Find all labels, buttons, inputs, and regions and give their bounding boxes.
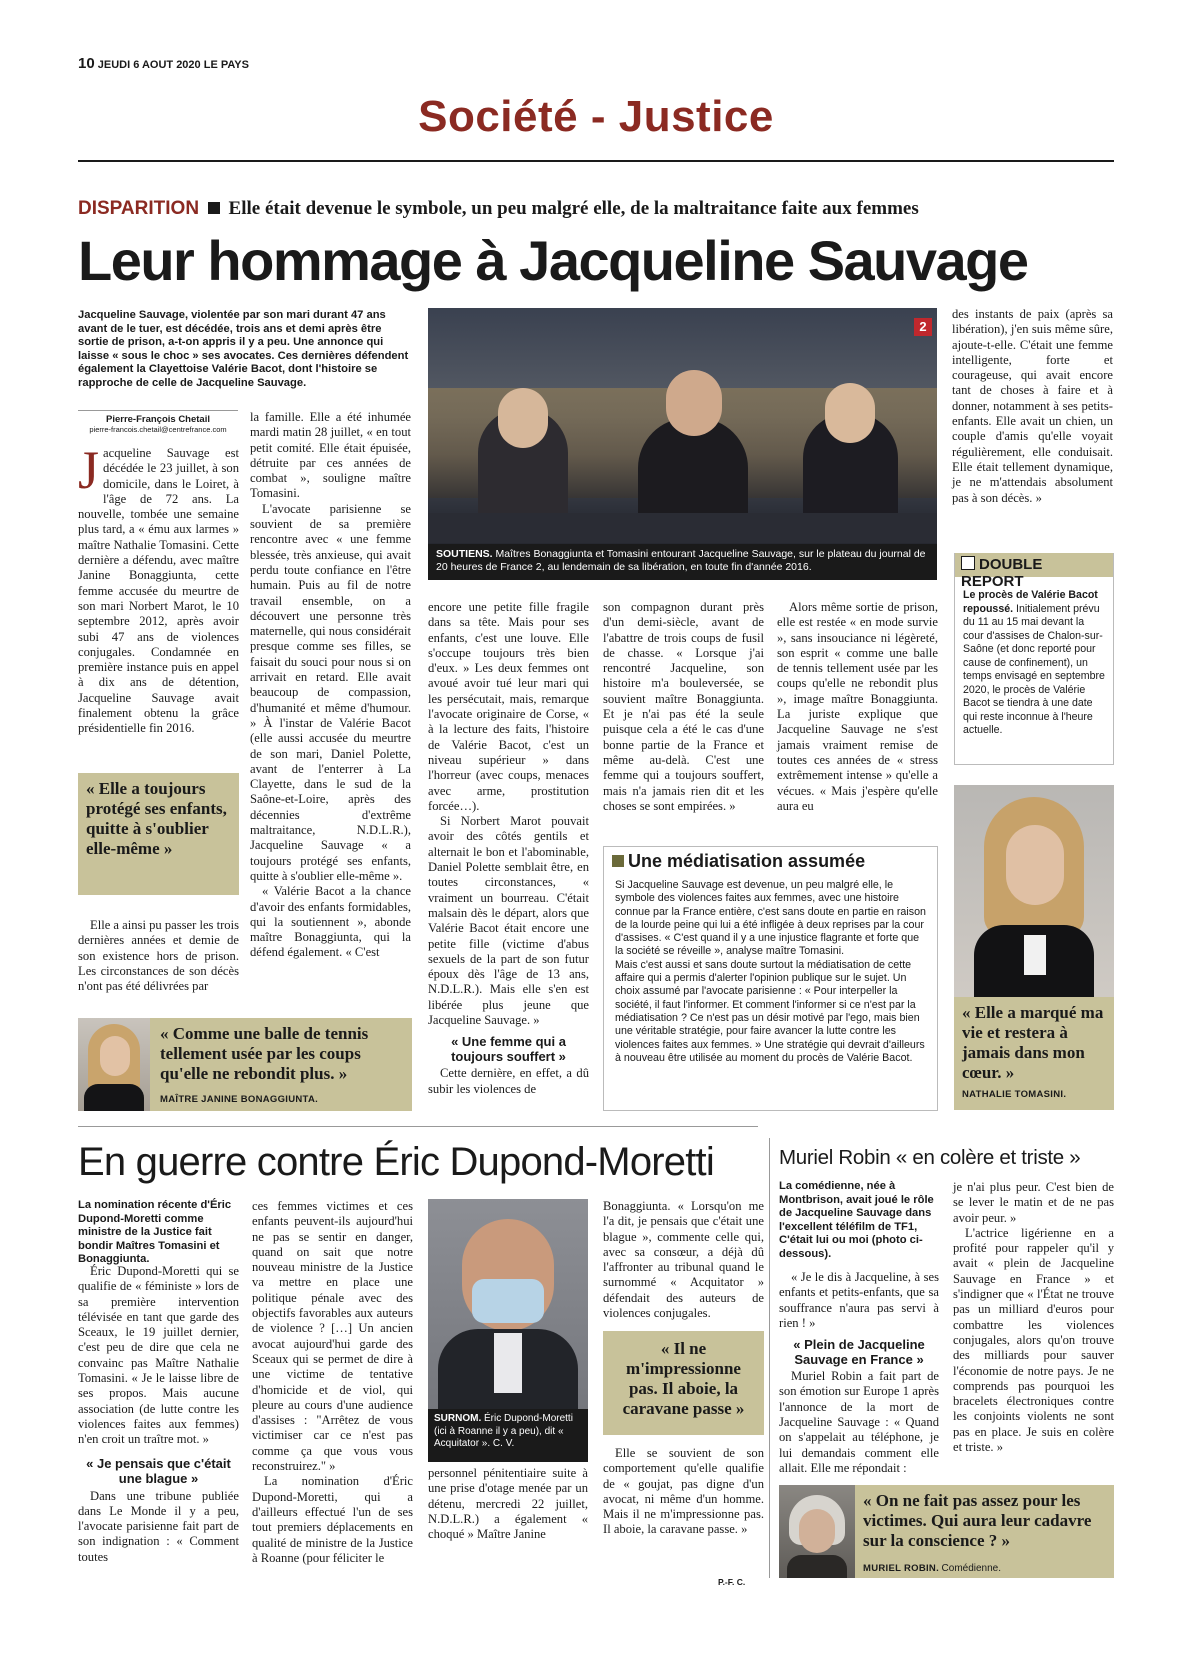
report-box-title-text: DOUBLE REPORT: [961, 556, 1043, 590]
main-col1-p1: acqueline Sauvage est décédée le 23 juillet, à son domicile, dans le Loiret, à l'âge de 72 ans. La nouvelle, tombée une semaine plus tard, a « ému aux larmes » maître Nathalie Tomasini. Cette dernière a défendu, avec maître Janine Bonaggiunta, cette femme accusée du meurtre de son mari Norbert Marot, le 10 septembre 2012, après avoir subi 47 ans de violences conjugales. Condamnée en première instance puis en appel à dix ans de détention, Jacqueline Sauvage avait finalement obtenu la grâce présidentielle fin 2016.: [78, 446, 239, 736]
folio-paper: LE PAYS: [203, 59, 249, 71]
report-box: [954, 553, 1114, 765]
photo-tomasini: [954, 785, 1114, 997]
section-title: Société - Justice: [418, 92, 774, 141]
subhead: Elle était devenue le symbole, un peu malgré elle, de la maltraitance faite aux femmes: [228, 198, 919, 219]
dupond-shirt: [494, 1333, 522, 1393]
media-box-p1: Si Jacqueline Sauvage est devenue, un peu malgré elle, le symbole des violences faites aux femmes, avec une histoire connue par la France entière, c'est sans doute en partie en raison de la lourde peine qui lui a été infligée à deux reprises par la cour d'assises. « C'est quand il y a une injustice flagrante et forte que la société se réveille », analyse maître Tomasini.: [615, 879, 926, 958]
photo-dupond-caption-label: SURNOM.: [434, 1413, 482, 1424]
robin-quote-box: [779, 1485, 1114, 1578]
dupond-col4-p2: Elle se souvient de son comportement qu'elle qualifie de « goujat, pas digne d'un avocat, ni même d'un homme. Mais il ne m'impressionne pas. Il aboie, la caravane passe. »: [603, 1446, 764, 1537]
quote-3-signature: NATHALIE TOMASINI.: [962, 1089, 1067, 1100]
photo-robin: [779, 1485, 855, 1578]
tomasini-jabot: [1024, 935, 1046, 975]
folio-date: JEUDI 6 AOUT 2020: [97, 59, 201, 71]
robin-col2-p1: je n'ai plus peur. C'est bien de se lever le matin et de ne pas avoir peur. »: [953, 1180, 1114, 1225]
robin-col1: [779, 1270, 939, 1476]
quote-box-3: [954, 997, 1114, 1110]
photo-desk: [428, 513, 937, 543]
report-box-body: [963, 589, 1107, 738]
headline: Leur hommage à Jacqueline Sauvage: [78, 229, 1028, 292]
kicker: DISPARITION: [78, 198, 200, 219]
robin-face: [799, 1509, 835, 1553]
robin-col1-p2: Muriel Robin a fait part de son émotion sur Europe 1 après l'annonce de la mort de Jacqueline Sauvage : « Quand on s'appelait au téléphone, je lui demandais comment elle allait. Elle me répondait :: [779, 1369, 939, 1475]
photo-soutiens: [428, 308, 937, 580]
photo-soutiens-caption-text: Maîtres Bonaggiunta et Tomasini entourant Jacqueline Sauvage, sur le plateau du journal de 20 heures de France 2, au lendemain de sa libération, en toute fin d'année 2016.: [436, 548, 926, 573]
dupond-col1-p2: Dans une tribune publiée dans Le Monde il y a peu, l'avocate parisienne fait part de son indignation : « Comment toutes: [78, 1488, 239, 1564]
kicker-square: [208, 202, 220, 214]
main-col1-top: [78, 440, 239, 737]
main-col3: [428, 600, 589, 1097]
lead: Jacqueline Sauvage, violentée par son mari durant 47 ans avant de le tuer, est décédée, trois ans et demi après être sortie de prison, a-t-on appris il y a peu. Une annonce qui laisse « sous le choc » ses avocates. Ces dernières défendent également la Clayettoise Valérie Bacot, dont l'histoire se rapproche de celle de Jacqueline Sauvage.: [78, 309, 409, 389]
main-col3-p2: Si Norbert Marot pouvait avoir des côtés gentils et alternait le bon et l'abominable, Daniel Polette semblait être, en toutes circonstances, « vraiment un bourreau. C'était malsain dès le départ, alors que Valérie Bacot était encore une petite fille (victime d'abus sexuels de la part de son futur époux dès l'âge de 13 ans, N.D.L.R.). Mais elle s'en est libérée plus jeune que Jacqueline Sauvage. »: [428, 814, 589, 1028]
dupond-lead: La nomination récente d'Éric Dupond-Moretti comme ministre de la Justice fait bondir Maîtres Tomasini et Bonaggiunta.: [78, 1199, 232, 1266]
photo-face-right: [825, 383, 875, 443]
robin-body: [787, 1555, 847, 1578]
media-box: [603, 846, 938, 1111]
dupond-col4-bottom: [603, 1446, 764, 1538]
photo-bonaggiunta: [78, 1018, 150, 1111]
dupond-col1-p1: Éric Dupond-Moretti qui se qualifie de « féministe » lors de sa première intervention télévisée en tant que garde des Sceaux, le 19 juillet dernier, c'est peu de dire que cela ne convainc pas Maître Nathalie Tomasini. « Je le laisse libre de ses propos. Mais aucune association (de lutte contre les violences faites aux femmes) n'en croit un traître mot. »: [78, 1264, 239, 1447]
media-box-p2: Mais c'est aussi et sans doute surtout la médiatisation de cette affaire qui a permis d'alerter l'opinion publique sur le sujet. Un choix assumé par l'avocate parisienne : « Pour interpeller la société, il faut l'informer. Et comment l'informer si ce n'est par la médiatisation ? Ce n'est pas un désir motivé par l'ego, mais bien une véritable stratégie, pour faire avancer la lutte contre les violences faites aux femmes. » Une stratégie qui devrait d'ailleurs à nouveau être utilisée au moment du procès de Valérie Bacot.: [615, 958, 925, 1064]
tomasini-face: [1006, 825, 1064, 905]
main-col1-bottom: [78, 918, 239, 994]
robin-col2-p2: L'actrice ligérienne en a profité pour rappeler qu'il y avait « plein de Jacqueline Sauvage en France » et s'indigner que « l'État ne trouve pas un milliard d'euros pour combattre les violences conjugales, alors qu'on trouve des milliards pour sauver l'économie de notre pays. Je ne comprends pas pourquoi les bracelets électroniques contre les conjoints violents ne sont pas en place. Je suis en colère et triste. »: [953, 1225, 1114, 1455]
robin-headline: Muriel Robin « en colère et triste »: [779, 1146, 1081, 1169]
dupond-col3: [428, 1466, 588, 1542]
robin-col2: [953, 1180, 1114, 1455]
main-col3-p3: Cette dernière, en effet, a dû subir les violences de: [428, 1066, 589, 1096]
robin-quote-role: Comédienne.: [941, 1563, 1002, 1574]
main-col6-p1: des instants de paix (après sa libération), j'en suis même sûre, ajoute-t-elle. C'était une femme intelligente, forte et courageuse, qui avait encore tant de choses à faire et à donner, notamment à ses petits-enfants. Elle avait un chien, un couple d'amis qu'elle voyait régulièrement, elle conduisait. Elle était tellement dynamique, je ne m'attendais absolument pas à son décès. »: [952, 307, 1113, 505]
main-col4-p1: son compagnon durant près d'un demi-siècle, avant de l'abattre de trois coups de fusil de chasse. « Lorsque j'ai rencontré Jacqueline, son histoire m'a bouleversée, se souvient maître Bonaggiunta. Et je n'ai pas été la seule puisque cela a été le cas d'une bonne partie de la France et même au-delà. C'est une femme qui a toujours souffert, mais n'a jamais rien dit et les choses se sont empirées. »: [603, 600, 764, 813]
dupond-col1: [78, 1264, 239, 1565]
byline-email: pierre-francois.chetail@centrefrance.com: [89, 425, 227, 434]
photo-soutiens-caption-label: SOUTIENS.: [436, 548, 493, 560]
dupond-quote-box: [603, 1331, 764, 1435]
byline-name: Pierre-François Chetail: [105, 414, 210, 425]
main-col5: [777, 600, 938, 814]
dupond-quote: « Il ne m'impressionne pas. Il aboie, la caravane passe »: [622, 1339, 745, 1418]
photo-dupond-caption: [428, 1409, 588, 1462]
quote-2-signature: MAÎTRE JANINE BONAGGIUNTA.: [160, 1094, 319, 1105]
dupond-signature: P.-F. C.: [718, 1577, 746, 1587]
france2-logo: 2: [914, 318, 932, 336]
photo-face-center: [666, 370, 722, 436]
dupond-col2: [252, 1199, 413, 1566]
main-col3-intertitle: « Une femme qui a toujours souffert »: [451, 1034, 566, 1065]
bonaggiunta-robe: [84, 1084, 144, 1111]
folio-page: 10: [78, 55, 95, 72]
dupond-col2-p1: ces femmes victimes et ces enfants peuvent-ils aujourd'hui ne pas se sentir en danger, quand on sait que notre nouveau ministre de la Justice va mettre en place une politique pénale avec des objectifs favorables aux auteurs de violence ? […] Un ancien avocat aujourd'hui garde des Sceaux qui se permet de dire à une victime de tentative d'homicide et de viol, qui pleure au cours d'une audience d'assises : "Arrêtez de vous victimiser car ce n'est pas comme ça que vous vous reconstruirez." »: [252, 1199, 413, 1474]
byline: [78, 410, 238, 434]
quote-1: « Elle a toujours protégé ses enfants, quitte à s'oublier elle-même »: [86, 779, 227, 858]
quote-2: « Comme une balle de tennis tellement usée par les coups qu'elle ne rebondit plus. »: [160, 1024, 369, 1083]
robin-lead: La comédienne, née à Montbrison, avait joué le rôle de Jacqueline Sauvage dans l'excellent téléfilm de TF1, C'était lui ou moi (photo ci-dessous).: [779, 1180, 934, 1260]
media-box-title-bar: [612, 851, 932, 872]
section-rule: [78, 160, 1114, 162]
main-col2: [250, 410, 411, 961]
bonaggiunta-face: [100, 1036, 130, 1076]
photo-dupond: [428, 1199, 588, 1462]
main-col6: [952, 307, 1113, 506]
kicker-line: [78, 198, 1114, 220]
media-box-body: [615, 879, 927, 1065]
report-box-square: [961, 556, 975, 570]
dupond-col4-p1: Bonaggiunta. « Lorsqu'on me l'a dit, je pensais que c'était une blague », commente celle qui, avec sa consœur, a déjà dû l'affronter au tribunal quand le surnommé « Acquitator » défendait des auteurs de violences conjugales.: [603, 1199, 764, 1321]
dupond-col3-p1: personnel pénitentiaire suite à une prise d'otage menée par un détenu, mercredi 22 juillet, N.D.L.R.) a également « choqué » Maître Janine: [428, 1466, 588, 1542]
robin-quote-signature: MURIEL ROBIN.: [863, 1563, 940, 1574]
main-col2-p3: « Valérie Bacot a la chance d'avoir des enfants formidables, qui la soutiennent », abonde maître Bonaggiunta, qui la défend également. « C'est: [250, 884, 411, 960]
dupond-col4: [603, 1199, 764, 1321]
robin-col1-p1: « Je le dis à Jacqueline, à ses enfants et petits-enfants, que sa souffrance n'aura pas servi à rien ! »: [779, 1270, 939, 1330]
report-box-lead: Le procès de Valérie Bacot repoussé.: [963, 589, 1098, 615]
dupond-headline: En guerre contre Éric Dupond-Moretti: [78, 1140, 714, 1184]
dupond-mask: [472, 1279, 544, 1323]
dupond-col2-p2: La nomination d'Éric Dupond-Moretti, qui a d'ailleurs effectué l'un de ses tout premiers déplacements en qualité de ministre de la Justice à Roanne (pour féliciter le: [252, 1474, 413, 1565]
media-box-title: Une médiatisation assumée: [628, 851, 866, 871]
main-col5-p1: Alors même sortie de prison, elle est restée « en mode survie », sans insouciance ni légèreté, son esprit « comme une balle de tennis tellement usée par les coups qu'elle ne rebondit plus », image maître Bonaggiunta. La juriste explique que Jacqueline Sauvage ne s'est jamais vraiment remise de toutes ces années de « stress extrêmement intense » qu'elle a vécues. « Mais j'espère qu'elle aura eu: [777, 600, 938, 813]
main-col2-p1: la famille. Elle a été inhumée mardi matin 28 juillet, « en tout petit comité. Elle était épuisée, détruite par ces années de combat », souligne maître Tomasini.: [250, 410, 411, 501]
report-box-title: [955, 553, 1113, 590]
photo-dupond-caption-text: Éric Dupond-Moretti (ici à Roanne il y a peu), dit « Acquitator ». C. V.: [434, 1413, 573, 1449]
robin-quote-sig-line: [863, 1563, 1001, 1574]
media-box-square: [612, 855, 624, 867]
robin-quote: « On ne fait pas assez pour les victimes. Qui aura leur cadavre sur la conscience ? »: [863, 1491, 1092, 1550]
photo-face-left: [498, 388, 548, 448]
dupond-top-rule: [78, 1126, 758, 1127]
quote-box-2: [78, 1018, 412, 1111]
photo-soutiens-caption: [428, 544, 937, 580]
robin-divider: [769, 1138, 770, 1578]
dropcap: J: [78, 440, 100, 500]
folio: [78, 55, 249, 72]
quote-box-1: [78, 773, 239, 895]
main-col2-p2: L'avocate parisienne se souvient de sa première rencontre avec « une femme blessée, très anxieuse, qui avait perdu toute confiance en l'être humain. Puis au fil de notre travail ensemble, on a découvert une personne très maternelle, qui nous considérait presque comme ses filles, se faisait du souci pour nous si on arrivait en retard. Elle avait beaucoup de compassion, d'humanité et même d'humour. » À l'instar de Valérie Bacot (elle aussi accusée du meurtre de son mari, Daniel Polette, avant de l'enterrer à La Clayette, dans le sud de la Saône-et-Loire, après des décennies d'extrême maltraitance, N.D.L.R.), Jacqueline Sauvage « a toujours protégé ses enfants, quitte à s'oublier elle-même ».: [250, 501, 411, 883]
main-col3-p1: encore une petite fille fragile dans sa tête. Mais pour ses enfants, c'est une louve. Elle s'occupe toujours très bien d'eux. » Les deux femmes ont avoué avoir tué leur mari qui les persécutait, mais, remarque l'avocate originaire de Corse, « à la lecture des faits, l'histoire de Valérie Bacot, c'est un niveau supérieur » dans l'horreur (avec coups, menaces avec arme, prostitution forcée…).: [428, 600, 589, 813]
report-box-text: Initialement prévu du 11 au 15 mai devant la cour d'assises de Chalon-sur-Saône (et donc reporté pour cause de confinement), un temps envisagé en septembre 2020, le procès de Valérie Bacot se tiendra à une date qui reste inconnue à l'heure actuelle.: [963, 602, 1105, 736]
dupond-col1-intertitle: « Je pensais que c'était une blague »: [86, 1455, 231, 1486]
main-col1-p2: Elle a ainsi pu passer les trois dernières années et demie de son existence hors de prison. Les circonstances de son décès n'ont pas été délivrées par: [78, 918, 239, 994]
quote-3: « Elle a marqué ma vie et restera à jamais dans mon cœur. »: [962, 1003, 1104, 1082]
main-col4: [603, 600, 764, 814]
robin-col1-intertitle: « Plein de Jacqueline Sauvage en France »: [793, 1337, 925, 1368]
